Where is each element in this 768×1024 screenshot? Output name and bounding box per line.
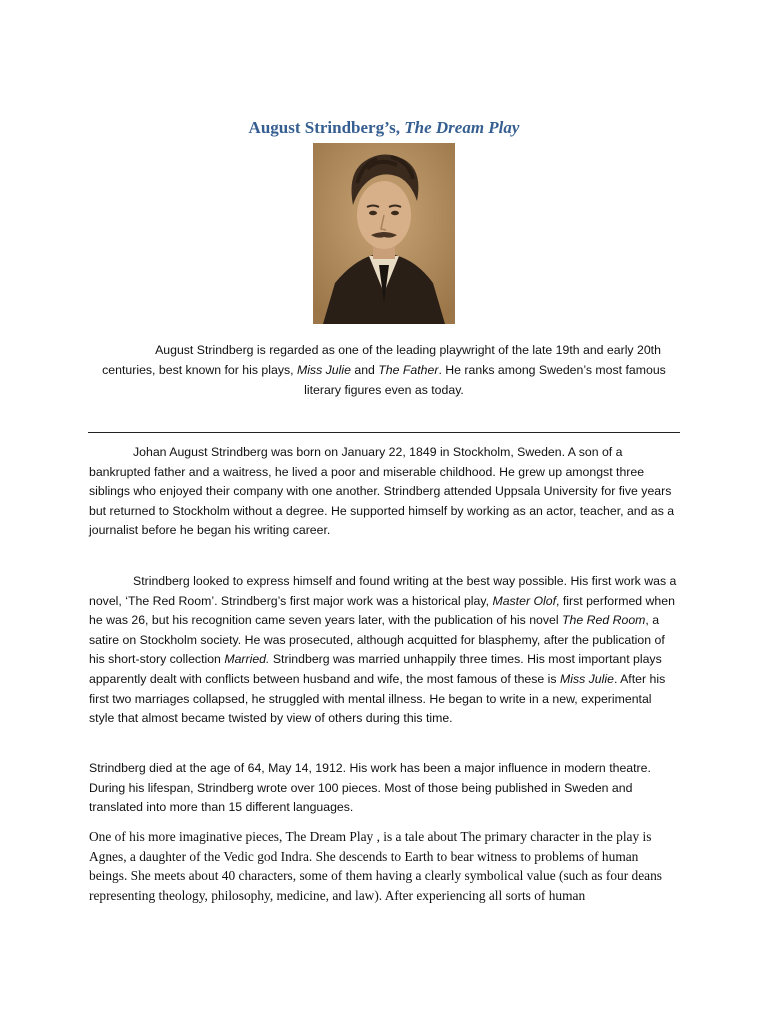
- biography-paragraph-2: [89, 572, 679, 729]
- intro-text-2: . He ranks among Sweden’s most famous literary figures even as today.: [304, 363, 666, 397]
- para2-s2: , first performed when he was 26, but his recognition came seven years later, with the publication of his novel: [89, 593, 675, 628]
- para2-s5: . After his first two marriages collapsed, he struggled with mental illness. He began to write in a new, experimental style that almost became twisted by view of others during this time.: [89, 671, 666, 726]
- para2-i2: The Red Room: [562, 613, 646, 628]
- horizontal-divider: [88, 432, 680, 433]
- title-prefix: August Strindberg’s,: [248, 118, 405, 137]
- para2-s3: , a satire on Stockholm society. He was prosecuted, although acquitted for blasphemy, after the publication of his short-story collection: [89, 613, 665, 667]
- intro-and: and: [350, 363, 379, 377]
- para1-text: Johan August Strindberg was born on January 22, 1849 in Stockholm, Sweden. A son of a bankrupted father and a waitress, he lived a poor and miserable childhood. He grew up amongst three siblings who enjoyed their company with one another. Strindberg attended Uppsala University for five years but returned to Stockholm without a degree. He supported himself by working as an actor, teacher, and as a journalist before he began his writing career.: [89, 445, 675, 538]
- para2-i1: Master Olof: [492, 593, 557, 608]
- dream-play-paragraph: [89, 827, 679, 905]
- portrait-photo-icon: [313, 143, 455, 324]
- intro-play-1: Miss Julie: [296, 363, 351, 377]
- document-title: [0, 118, 768, 138]
- para2-s4: Strindberg was married unhappily three times. His most important plays apparently dealt with conflicts between husband and wife, the most famous of these is: [89, 652, 662, 686]
- para2-i4: Miss Julie: [559, 671, 614, 686]
- intro-play-2: The Father: [378, 363, 439, 377]
- biography-paragraph-3: [89, 759, 679, 818]
- para4-text: One of his more imaginative pieces, The Dream Play , is a tale about The primary character in the play is Agnes, a daughter of the Vedic god Indra. She descends to Earth to bear witness to problems of human beings. She meets about 40 characters, some of them having a clearly symbolical value (such as four deans representing theology, philosophy, medicine, and law). After experiencing all sorts of human: [89, 829, 663, 903]
- para3-text: Strindberg died at the age of 64, May 14, 1912. His work has been a major influence in modern theatre. During his lifespan, Strindberg wrote over 100 pieces. Most of those being published in Sweden and translated into more than 15 different languages.: [89, 761, 651, 815]
- biography-paragraph-1: [89, 443, 679, 541]
- para2-i3: Married.: [224, 652, 270, 667]
- para2-s1: Strindberg looked to express himself and found writing at the best way possible. His first work was a novel, ‘The Red Room’. Strindberg’s first major work was a historical play,: [89, 574, 677, 608]
- intro-text-1: August Strindberg is regarded as one of the leading playwright of the late 19th and early 20th centuries, best known for his plays,: [102, 343, 661, 377]
- title-work: The Dream Play: [404, 118, 520, 137]
- portrait-illustration: [313, 143, 455, 324]
- intro-paragraph: [96, 340, 672, 400]
